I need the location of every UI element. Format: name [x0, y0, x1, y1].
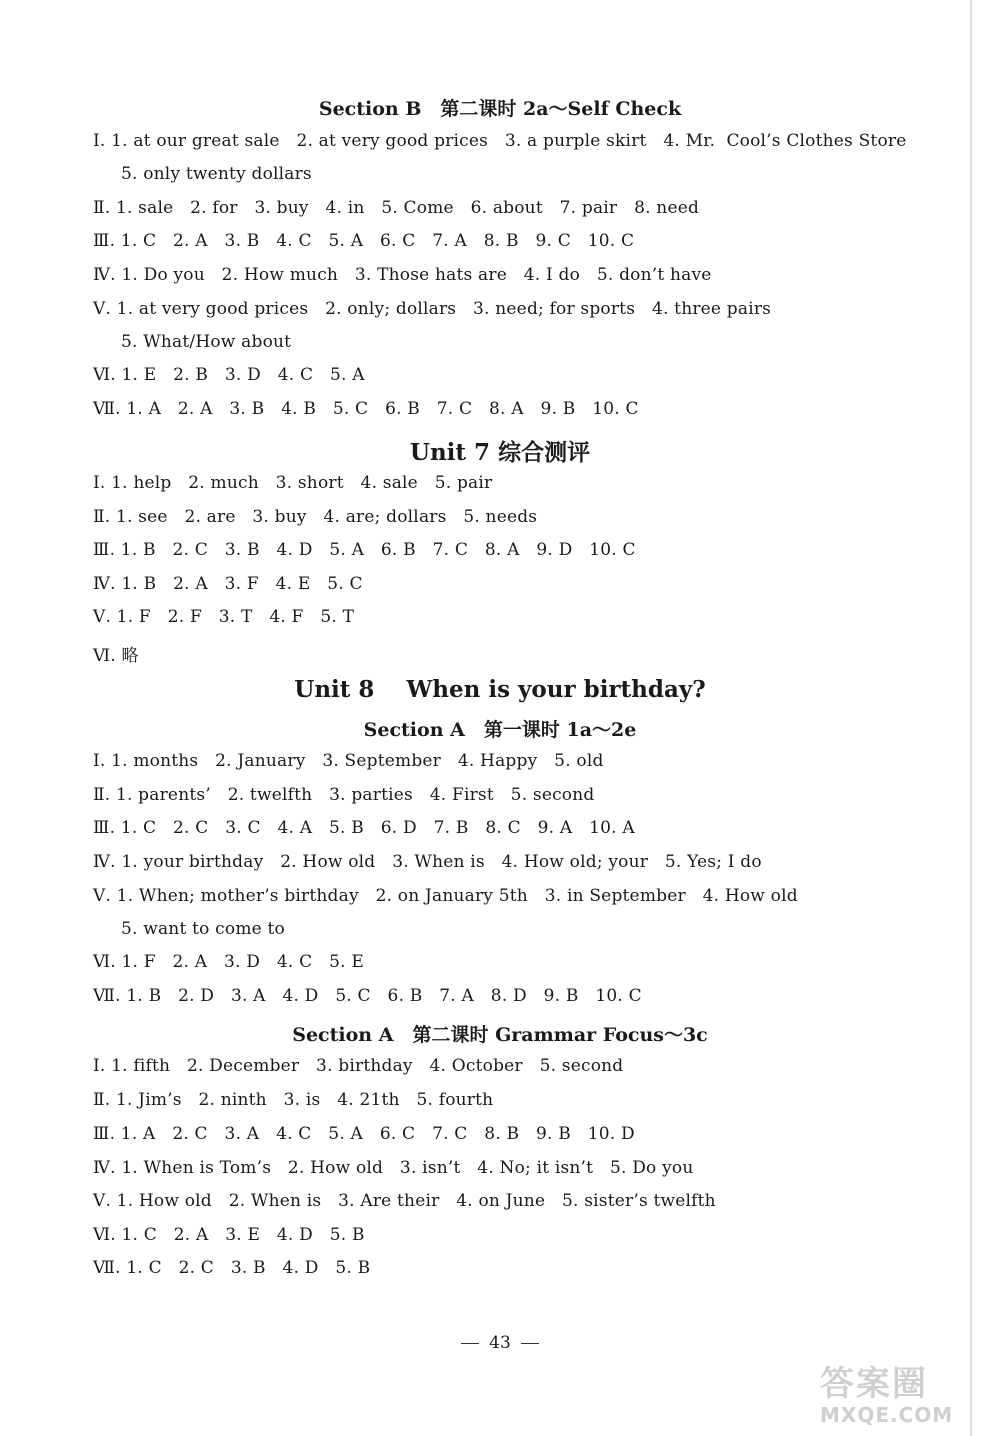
answer-line: Ⅵ. 1. E 2. B 3. D 4. C 5. A [93, 365, 365, 385]
answer-line: Ⅵ. 1. F 2. A 3. D 4. C 5. E [93, 952, 364, 972]
answer-line: Ⅲ. 1. A 2. C 3. A 4. C 5. A 6. C 7. C 8. B 9. B 10. D [93, 1124, 635, 1144]
answer-line: Ⅵ. 略 [93, 646, 139, 666]
answer-line: Ⅶ. 1. A 2. A 3. B 4. B 5. C 6. B 7. C 8. A 9. B 10. C [93, 399, 639, 419]
page-number [0, 1333, 1000, 1353]
watermark-top-text: 答案圈 [820, 1364, 928, 1404]
answer-line-continued: 5. What/How about [121, 332, 292, 352]
answer-line: Ⅴ. 1. How old 2. When is 3. Are their 4. on June 5. sister’s twelfth [93, 1191, 716, 1211]
answer-line: Ⅴ. 1. at very good prices 2. only; dollars 3. need; for sports 4. three pairs [93, 299, 772, 319]
section-heading: Section A 第一课时 1a～2e [363, 719, 637, 741]
answer-line: Ⅱ. 1. parents’ 2. twelfth 3. parties 4. First 5. second [93, 785, 595, 805]
answer-line: Ⅲ. 1. C 2. A 3. B 4. C 5. A 6. C 7. A 8. B 9. C 10. C [93, 231, 635, 251]
answer-line: Ⅴ. 1. F 2. F 3. T 4. F 5. T [93, 607, 355, 627]
unit-heading: Unit 7 综合测评 [409, 439, 591, 466]
answer-line: Ⅳ. 1. B 2. A 3. F 4. E 5. C [93, 574, 363, 594]
answer-line: Ⅳ. 1. your birthday 2. How old 3. When is 4. How old; your 5. Yes; I do [93, 852, 762, 872]
answer-line: Ⅱ. 1. sale 2. for 3. buy 4. in 5. Come 6. about 7. pair 8. need [93, 198, 700, 218]
dash-right [521, 1343, 539, 1344]
section-heading: Section A 第二课时 Grammar Focus～3c [292, 1024, 708, 1046]
watermark-logo [820, 1365, 970, 1431]
section-heading: Section B 第二课时 2a～Self Check [318, 98, 682, 120]
answer-line: Ⅲ. 1. C 2. C 3. C 4. A 5. B 6. D 7. B 8. C 9. A 10. A [93, 818, 635, 838]
answer-line: Ⅰ. 1. months 2. January 3. September 4. Happy 5. old [93, 751, 604, 771]
answer-line: Ⅱ. 1. see 2. are 3. buy 4. are; dollars 5. needs [93, 507, 538, 527]
answer-line: Ⅵ. 1. C 2. A 3. E 4. D 5. B [93, 1225, 365, 1245]
answer-line: Ⅳ. 1. When is Tom’s 2. How old 3. isn’t 4. No; it isn’t 5. Do you [93, 1158, 694, 1178]
page-number-text: 43 [489, 1333, 511, 1353]
answer-line: Ⅲ. 1. B 2. C 3. B 4. D 5. A 6. B 7. C 8. A 9. D 10. C [93, 540, 636, 560]
unit-heading: Unit 8 When is your birthday? [294, 676, 706, 703]
answer-line: Ⅰ. 1. fifth 2. December 3. birthday 4. October 5. second [93, 1056, 624, 1076]
answer-line: Ⅶ. 1. B 2. D 3. A 4. D 5. C 6. B 7. A 8. D 9. B 10. C [93, 986, 642, 1006]
answer-line: Ⅰ. 1. help 2. much 3. short 4. sale 5. pair [93, 473, 493, 493]
answer-line-continued: 5. only twenty dollars [121, 164, 312, 184]
answer-line: Ⅴ. 1. When; mother’s birthday 2. on January 5th 3. in September 4. How old [93, 886, 798, 906]
dash-left [461, 1343, 479, 1344]
answer-line: Ⅰ. 1. at our great sale 2. at very good prices 3. a purple skirt 4. Mr. Cool’s Clothes Store [93, 131, 907, 151]
answer-line: Ⅱ. 1. Jim’s 2. ninth 3. is 4. 21th 5. fourth [93, 1090, 494, 1110]
answer-line: Ⅶ. 1. C 2. C 3. B 4. D 5. B [93, 1258, 371, 1278]
watermark-bottom-text: MXQE.COM [820, 1403, 954, 1427]
answer-line-continued: 5. want to come to [121, 919, 285, 939]
answer-line: Ⅳ. 1. Do you 2. How much 3. Those hats are 4. I do 5. don’t have [93, 265, 712, 285]
